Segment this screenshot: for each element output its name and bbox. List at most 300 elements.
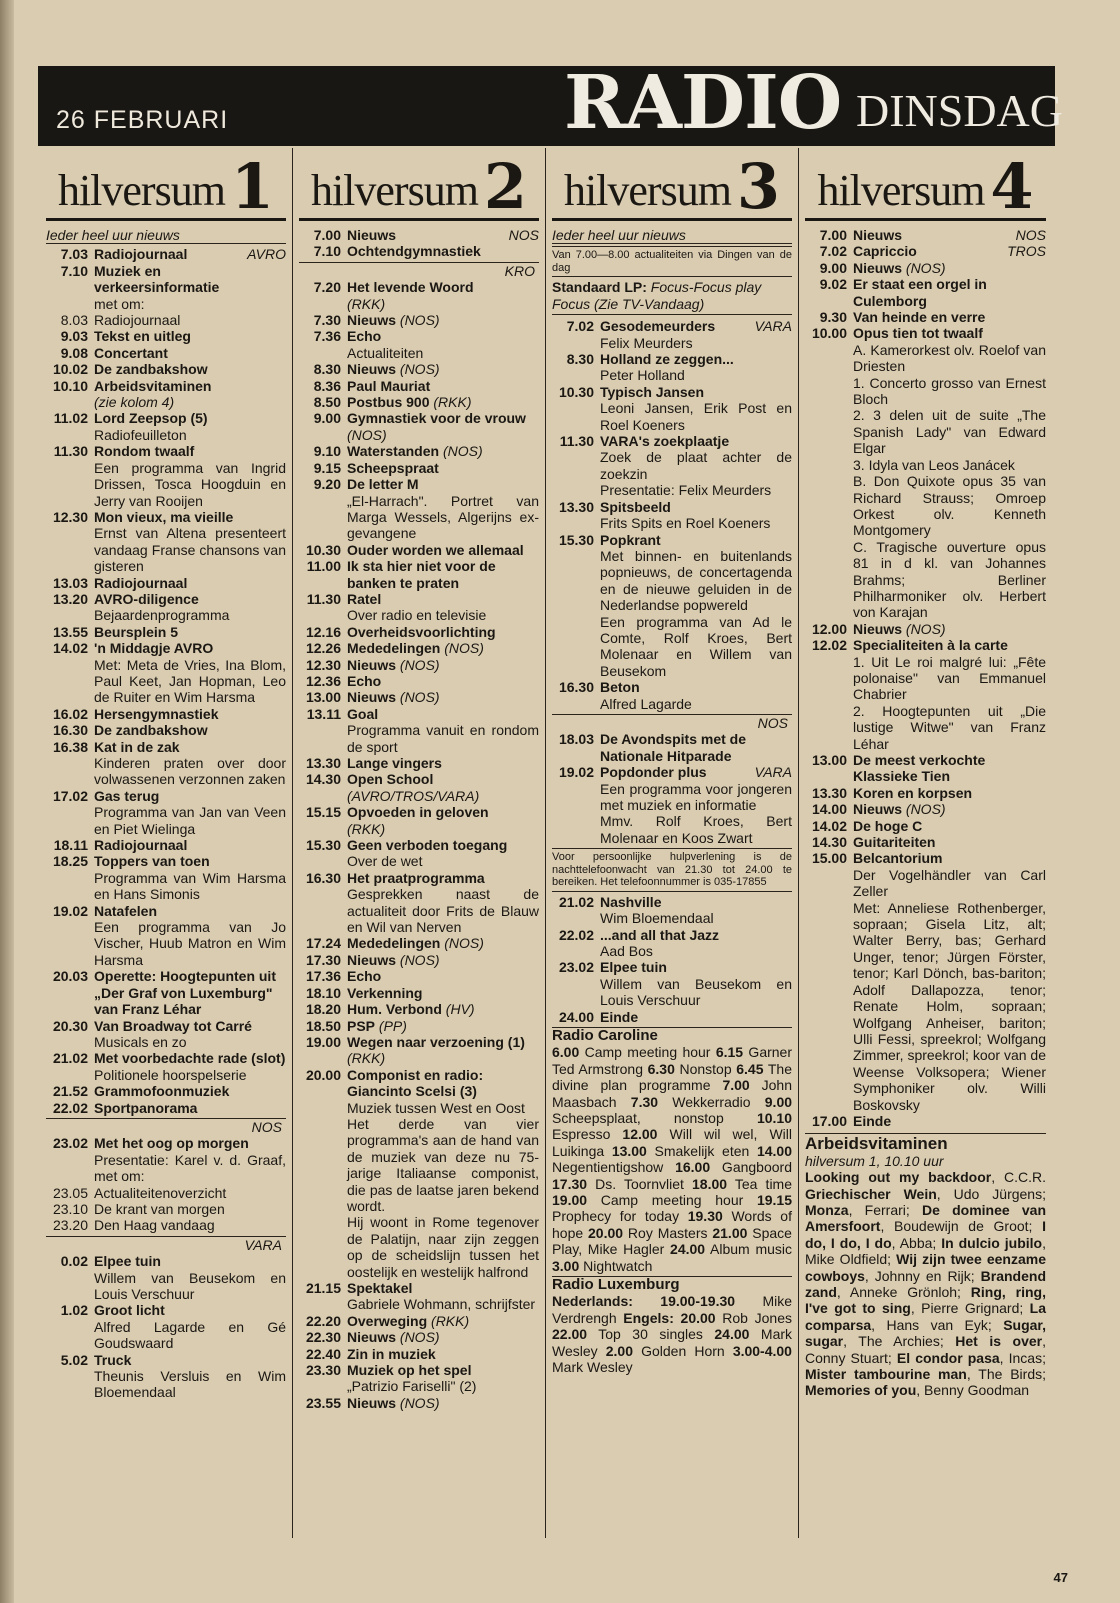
program-title-line	[94, 640, 286, 656]
program-title-line	[347, 640, 539, 656]
program-time: 17.24	[305, 935, 341, 952]
paragraph-text: Mark Wesley	[552, 1326, 793, 1359]
program-description: Een programma van Ingrid Drissen, Tosca Hoogduin en Jerry van Rooijen	[94, 459, 286, 509]
program-title-line	[94, 1352, 286, 1368]
paragraph-text: , Conny Stuart;	[805, 1333, 1046, 1366]
program-time: 12.00	[811, 620, 847, 637]
program-description: Zoek de plaat achter de zoekzin	[600, 449, 792, 482]
program-title: Hum. Verbond	[347, 1001, 442, 1018]
program-details	[347, 657, 539, 673]
program-time: 8.03	[60, 312, 88, 329]
paragraph-text: Prophecy for today	[552, 1208, 688, 1225]
program-details	[94, 837, 286, 853]
program-title: Arbeidsvitaminen	[94, 377, 212, 394]
paragraph-bold: Sugar, sugar	[805, 1316, 1046, 1350]
program-description: Hij woont in Rome tegenover de Palatijn, naar zijn zeggen op de scheidslijn tussen het oostelijk en westelijk halfrond	[347, 1214, 539, 1280]
program-details	[853, 752, 1046, 785]
program-description: Gesprekken naast de actualiteit door Frits de Blauw en Wil van Nerven	[347, 886, 539, 936]
program-title: Belcantorium	[853, 850, 943, 867]
program-title-line	[347, 1067, 539, 1100]
program-time: 11.02	[53, 410, 88, 427]
broadcaster-suffix: (zie kolom 4)	[94, 394, 175, 411]
broadcaster-suffix: (NOS)	[905, 801, 946, 818]
program-entry	[552, 1009, 792, 1025]
paragraph-text: Camp meeting hour	[587, 1192, 757, 1209]
program-description: Een programma voor jongeren met muziek en informatie	[600, 780, 792, 813]
program-title: Paul Mauriat	[347, 377, 431, 394]
program-title: Muziek op het spel	[347, 1362, 472, 1379]
program-entry	[805, 818, 1046, 834]
paragraph-bold: 7.00	[722, 1077, 750, 1094]
program-details	[347, 624, 539, 640]
program-title: Er staat een orgel in Culemborg	[853, 276, 987, 309]
program-title-line	[600, 1009, 792, 1025]
program-entry	[46, 1352, 286, 1401]
program-entry	[299, 1001, 539, 1017]
channel-header	[299, 148, 539, 221]
paragraph-text: , Abba;	[891, 1234, 942, 1251]
program-title: Den Haag vandaag	[94, 1217, 215, 1234]
program-description: Een programma van Ad le Comte, Rolf Kroes, Bert Molenaar en Willem van Beusekom	[600, 613, 792, 679]
program-title: Met voorbedachte rade (slot)	[94, 1050, 286, 1067]
paragraph-text: Nightwatch	[579, 1257, 653, 1274]
broadcaster-label: NOS	[552, 714, 792, 731]
program-description: C. Tragische ouverture opus 81 in d kl. van Johannes Brahms; Berliner Philharmoniker olv. Herbert von Karajan	[853, 538, 1046, 621]
program-title: Muziek en verkeersinformatie	[94, 262, 220, 296]
program-description: 2. Hoogtepunten uit „Die lustige Witwe" van Franz Léhar	[853, 702, 1046, 752]
paragraph-bold: 6.45	[736, 1060, 764, 1077]
program-title: Radiojournaal	[94, 312, 181, 329]
program-title: Opvoeden in geloven	[347, 804, 489, 821]
broadcaster-tag: TROS	[1007, 243, 1046, 260]
program-entry	[552, 731, 792, 764]
program-description: „El-Harrach". Portret van Marga Wessels, Algerijns ex-gevangene	[347, 492, 539, 542]
program-details	[94, 624, 286, 640]
program-details	[853, 637, 1046, 752]
program-details	[94, 640, 286, 706]
program-title: AVRO-diligence	[94, 590, 199, 607]
program-title: Typisch Jansen	[600, 383, 705, 400]
program-title-line	[94, 345, 286, 361]
program-time: 17.36	[305, 968, 341, 985]
program-list	[299, 221, 539, 1411]
program-title: Capriccio	[853, 243, 917, 260]
program-details	[94, 706, 286, 722]
program-time: 14.30	[305, 771, 341, 788]
paragraph-text: Gangboord	[710, 1159, 792, 1176]
broadcaster-label: KRO	[299, 262, 539, 279]
program-entry	[552, 499, 792, 532]
program-paragraph	[552, 1044, 792, 1274]
paragraph-text: John Maasbach	[552, 1077, 793, 1110]
paragraph-text: , Ferrari;	[848, 1201, 922, 1218]
program-title-line	[94, 1185, 286, 1201]
program-entry	[805, 785, 1046, 801]
paragraph-text: Wekkerradio	[658, 1093, 765, 1110]
program-time: 23.05	[52, 1184, 88, 1201]
page-number: 47	[1053, 1570, 1068, 1585]
program-title-line	[347, 243, 539, 259]
program-title-line	[347, 227, 539, 243]
program-details	[94, 591, 286, 624]
program-entry	[46, 1050, 286, 1083]
program-title-line	[347, 657, 539, 673]
program-title-line	[853, 801, 1046, 817]
program-title: Holland ze zeggen...	[600, 351, 734, 368]
program-time: 15.30	[558, 531, 594, 548]
program-title-line	[94, 1018, 286, 1034]
paragraph-text: Mark Wesley	[552, 1359, 633, 1376]
program-title-line	[600, 532, 792, 548]
paragraph-bold: Mister tambourine man	[805, 1366, 967, 1383]
broadcaster-suffix: (RKK)	[347, 295, 386, 312]
paragraph-bold: Wij zijn twee eenzame cowboys	[805, 1251, 1047, 1284]
program-details	[853, 785, 1046, 801]
program-entry	[299, 657, 539, 673]
program-title-line	[347, 673, 539, 689]
program-entry	[46, 345, 286, 361]
program-title-line	[347, 476, 539, 492]
station-heading: Radio Luxemburg	[552, 1276, 792, 1293]
program-title-line	[347, 837, 539, 853]
program-entry	[46, 410, 286, 443]
paragraph-text: , Pierre Grignard;	[910, 1300, 1030, 1317]
broadcaster-tag: VARA	[754, 764, 792, 781]
program-time: 16.38	[52, 738, 88, 755]
program-title-line	[347, 558, 539, 591]
program-details	[853, 801, 1046, 817]
paragraph-text: , Mike Oldfield;	[805, 1234, 1046, 1268]
program-title: De meest verkochte Klassieke Tien	[853, 752, 986, 785]
program-entry	[805, 260, 1046, 276]
program-time: 24.00	[558, 1008, 594, 1025]
program-title: Specialiteiten à la carte	[853, 637, 1008, 654]
program-title-line	[94, 1083, 286, 1099]
program-title: Guitariteiten	[853, 834, 936, 851]
broadcaster-suffix: (RKK)	[433, 394, 472, 411]
program-time: 19.02	[52, 902, 88, 919]
program-title: Ouder worden we allemaal	[347, 541, 524, 558]
channel-header	[46, 148, 286, 221]
program-description: Wim Bloemendaal	[600, 910, 714, 927]
header-title: RADIO	[564, 60, 842, 146]
program-title: Koren en korpsen	[853, 784, 973, 801]
program-entry	[299, 952, 539, 968]
program-entry	[299, 394, 539, 410]
paragraph-text: Ds. Toornvliet	[587, 1175, 692, 1192]
program-description: Muziek tussen West en Oost	[347, 1099, 525, 1116]
program-details	[347, 1313, 539, 1329]
program-title: Einde	[600, 1008, 639, 1025]
program-details	[347, 558, 539, 591]
program-time: 23.55	[305, 1394, 341, 1411]
program-title-line	[94, 706, 286, 722]
program-time: 12.26	[305, 640, 341, 657]
program-entry	[552, 894, 792, 927]
news-note: Ieder heel uur nieuws	[552, 227, 792, 244]
program-title: Hersengymnastiek	[94, 705, 219, 722]
program-title-line	[347, 312, 539, 328]
program-description: Peter Holland	[600, 367, 685, 384]
info-note: Voor persoonlijke hulpverlening is de nachttelefoonwacht van 21.30 tot 24.00 te bereiken. Het telefoonnummer is 035-17855	[552, 848, 792, 892]
program-details	[600, 1009, 792, 1025]
paragraph-bold: 14.00	[756, 1142, 792, 1159]
program-entry	[46, 378, 286, 411]
program-entry	[805, 850, 1046, 1113]
program-title: Nieuws	[853, 620, 903, 637]
program-title-line	[94, 410, 286, 426]
program-title: Echo	[347, 328, 382, 345]
paragraph-text: , Incas;	[999, 1349, 1046, 1366]
paragraph-text: , Benny Goodman	[916, 1382, 1030, 1399]
program-time: 20.03	[52, 968, 88, 985]
paragraph-bold: 3.00	[552, 1257, 580, 1274]
paragraph-text: The divine plan programme	[552, 1060, 792, 1094]
paragraph-bold: Het is over	[955, 1333, 1043, 1350]
program-entry	[552, 384, 792, 433]
paragraph-text: , The Archies;	[843, 1333, 956, 1350]
program-details	[94, 246, 286, 262]
program-time: 9.02	[819, 276, 847, 293]
program-time: 12.30	[52, 508, 88, 525]
program-title: Het praatprogramma	[347, 869, 485, 886]
program-time: 13.30	[558, 498, 594, 515]
program-entry	[552, 959, 792, 1008]
paragraph-text: Mike Verdrengh	[552, 1293, 793, 1326]
program-title-line	[347, 361, 539, 377]
paragraph-bold: 2.00	[605, 1342, 633, 1359]
broadcaster-label: VARA	[46, 1236, 286, 1253]
program-details	[853, 850, 1046, 1113]
paragraph-bold: 19.00	[552, 1192, 588, 1209]
program-title: Sportpanorama	[94, 1099, 198, 1116]
channel-number: 2	[483, 150, 528, 223]
paragraph-bold: 17.30	[552, 1175, 588, 1192]
program-description: Het derde van vier programma's aan de hand van de muziek van deze nu 75-jarige Italiaanse componist, die pas de laatse jaren bekend wordt.	[347, 1115, 539, 1214]
program-entry	[46, 739, 286, 788]
program-entry	[299, 624, 539, 640]
program-details	[347, 1346, 539, 1362]
program-details	[94, 903, 286, 969]
program-entry	[46, 361, 286, 377]
program-title-line	[94, 624, 286, 640]
program-title-line	[94, 361, 286, 377]
program-entry	[46, 1100, 286, 1116]
broadcaster-suffix: (NOS)	[347, 426, 387, 443]
program-title: Waterstanden	[347, 443, 440, 460]
paragraph-text: Rob Jones	[715, 1309, 792, 1326]
program-description: Over de wet	[347, 853, 423, 870]
paragraph-text: Tea time	[727, 1175, 792, 1192]
program-title: Met het oog op morgen	[94, 1135, 249, 1152]
page-binding-edge	[0, 0, 14, 1603]
program-title-line	[347, 804, 539, 820]
info-note: Van 7.00—8.00 actualiteiten via Dingen van de dag	[552, 246, 792, 277]
program-details	[94, 722, 286, 738]
program-title-line	[347, 279, 539, 295]
program-description: Programma vanuit en rondom de sport	[347, 722, 539, 755]
program-title: De krant van morgen	[94, 1200, 225, 1217]
program-details	[347, 870, 539, 936]
program-description: Willem van Beusekom en Louis Verschuur	[600, 975, 792, 1009]
program-entry	[299, 1034, 539, 1067]
program-title: Componist en radio: Giancinto Scelsi (3)	[347, 1066, 484, 1100]
paragraph-text: Garner Ted Armstrong	[552, 1044, 792, 1077]
program-title: Nieuws	[347, 951, 397, 968]
program-entry	[299, 243, 539, 259]
program-title-line	[347, 935, 539, 951]
paragraph-text: Camp meeting hour	[579, 1044, 716, 1061]
paragraph-bold: 3.00-4.00	[732, 1342, 792, 1359]
program-details	[600, 433, 792, 499]
program-title-line	[600, 679, 792, 695]
program-entry	[46, 1018, 286, 1051]
program-title-line	[347, 1329, 539, 1345]
program-details	[347, 804, 539, 837]
program-time: 21.02	[52, 1050, 88, 1067]
program-entry	[46, 722, 286, 738]
program-title: De zandbakshow	[94, 722, 208, 739]
program-time: 7.36	[313, 328, 341, 345]
paragraph-text: Words of hope	[552, 1208, 792, 1241]
program-title-line	[347, 460, 539, 476]
program-title-line	[94, 1302, 286, 1318]
program-entry	[46, 640, 286, 706]
paragraph-bold: Brandend zand	[805, 1267, 1046, 1300]
program-title-line	[853, 785, 1046, 801]
program-title: Nieuws	[347, 1329, 397, 1346]
program-time: 15.15	[305, 804, 341, 821]
program-entry	[805, 227, 1046, 243]
paragraph-text: , The Birds;	[966, 1366, 1047, 1383]
broadcaster-suffix: (RKK)	[347, 1050, 386, 1067]
paragraph-text: Will wil wel, Will Luikinga	[552, 1126, 792, 1159]
program-title: Nieuws	[347, 361, 397, 378]
paragraph-bold: Monza	[805, 1201, 849, 1218]
program-details	[94, 1253, 286, 1302]
program-details	[94, 1302, 286, 1351]
program-title-line	[94, 328, 286, 344]
program-entry	[552, 927, 792, 960]
program-time: 11.00	[306, 558, 341, 575]
program-entry	[552, 764, 792, 846]
program-entry	[46, 903, 286, 969]
broadcaster-label: NOS	[46, 1118, 286, 1135]
program-title-line	[347, 542, 539, 558]
program-title: Nieuws	[347, 656, 397, 673]
program-title-line	[347, 1018, 539, 1034]
paragraph-bold: Engels: 20.00	[623, 1309, 716, 1326]
program-title: Concertant	[94, 344, 168, 361]
program-entry	[299, 1346, 539, 1362]
paragraph-text: Top 30 singles	[587, 1326, 715, 1343]
program-title: Mededelingen	[347, 640, 441, 657]
program-details	[347, 1001, 539, 1017]
program-description: 1. Uit Le roi malgré lui: „Fête polonaise" van Emmanuel Chabrier	[853, 653, 1046, 703]
program-details	[600, 894, 792, 927]
broadcaster-suffix: (AVRO/TROS/VARA)	[347, 787, 480, 804]
program-time: 7.02	[819, 243, 847, 260]
program-details	[347, 673, 539, 689]
program-entry	[46, 1253, 286, 1302]
program-entry	[46, 328, 286, 344]
program-title: Gymnastiek voor de vrouw	[347, 410, 526, 427]
program-details	[853, 227, 1046, 243]
program-title: Nieuws	[347, 1394, 397, 1411]
program-entry	[299, 804, 539, 837]
program-title: Beton	[600, 679, 640, 696]
program-title: Radiojournaal	[94, 246, 188, 263]
program-details	[347, 361, 539, 377]
program-title: Popkrant	[600, 531, 661, 548]
program-time: 15.30	[305, 837, 341, 854]
program-details	[347, 1067, 539, 1280]
broadcaster-suffix: (NOS)	[399, 689, 440, 706]
program-title-line	[347, 1346, 539, 1362]
paragraph-bold: I do, I do, I do	[805, 1218, 1046, 1251]
program-entry	[805, 325, 1046, 620]
program-title-line	[600, 959, 792, 975]
program-time: 19.00	[305, 1033, 341, 1050]
program-entry	[46, 263, 286, 312]
program-time: 5.02	[60, 1351, 88, 1368]
program-details	[347, 1034, 539, 1067]
program-details	[94, 1217, 286, 1233]
program-details	[600, 731, 792, 764]
program-details	[347, 410, 539, 443]
program-description: 1. Concerto grosso van Ernest Bloch	[853, 374, 1046, 408]
program-title: Operette: Hoogtepunten uit „Der Graf von Luxemburg" van Franz Léhar	[94, 968, 276, 1018]
program-details	[94, 345, 286, 361]
program-description: Met: Meta de Vries, Ina Blom, Paul Keet, Jan Hopman, Leo de Ruiter en Wim Harsma	[94, 656, 286, 706]
broadcaster-suffix: (NOS)	[399, 1394, 440, 1411]
program-entry	[46, 312, 286, 328]
standard-lp-title: Focus-Focus play Focus (Zie TV-Vandaag)	[552, 279, 762, 312]
program-time: 12.16	[305, 623, 341, 640]
program-title-line	[347, 771, 539, 787]
program-title: Postbus 900	[347, 394, 430, 411]
program-title-line	[347, 755, 539, 771]
program-details	[600, 764, 792, 846]
program-title: Kat in de zak	[94, 738, 180, 755]
program-paragraph	[552, 1293, 792, 1375]
program-details	[347, 279, 539, 312]
program-title-line	[94, 443, 286, 459]
program-entry	[805, 637, 1046, 752]
paragraph-text: Scheepsplaat, nonstop	[552, 1110, 757, 1126]
program-entry	[299, 328, 539, 361]
paragraph-bold: 6.00	[552, 1044, 580, 1061]
program-details	[94, 443, 286, 509]
paragraph-bold: 12.00	[622, 1126, 658, 1143]
paragraph-bold: Griechischer Wein	[805, 1185, 937, 1202]
program-title-line	[94, 788, 286, 804]
program-details	[94, 788, 286, 837]
program-time: 10.10	[52, 377, 88, 394]
program-time: 21.15	[305, 1280, 341, 1296]
program-title-line	[347, 394, 539, 410]
paragraph-text: Negentientigshow	[552, 1159, 676, 1176]
paragraph-text: , Boudewijn de Groot;	[880, 1218, 1043, 1235]
channel-name: hilversum	[563, 166, 731, 215]
channel-column-2	[293, 148, 546, 1538]
program-details	[853, 818, 1046, 834]
broadcaster-suffix: (NOS)	[905, 259, 946, 276]
program-details	[347, 935, 539, 951]
program-title-line	[347, 985, 539, 1001]
program-title: Nashville	[600, 893, 662, 910]
program-entry	[46, 575, 286, 591]
